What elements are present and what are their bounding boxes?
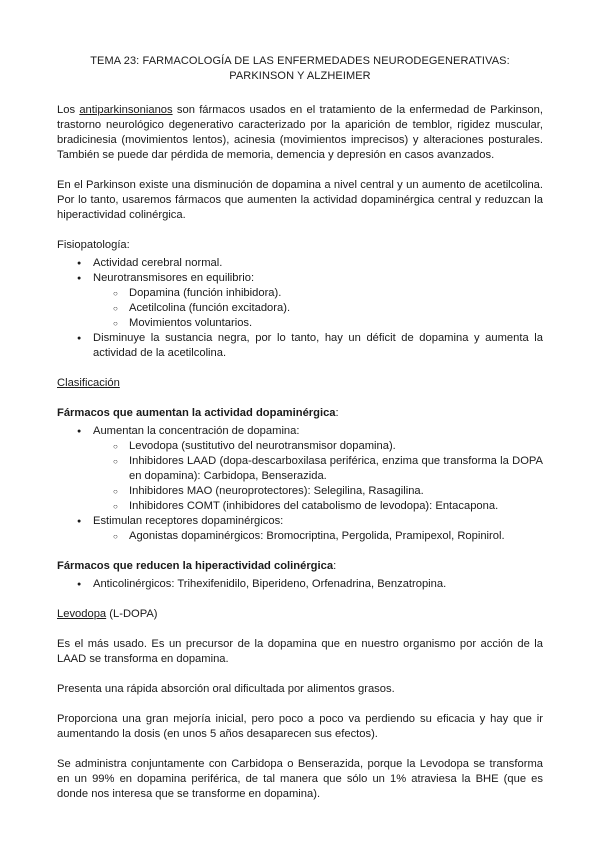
intro-paragraph — [57, 103, 543, 163]
levodopa-paragraph-4: Se administra conjuntamente con Carbidopa o Benserazida, porque la Levodopa se transforma en un 99% en dopamina periférica, de tal manera que sólo un 1% atraviesa la BHE (que es donde nos interesa que se transforme en dopamina). — [57, 758, 543, 800]
levodopa-label: Levodopa — [57, 608, 107, 620]
clasificacion-heading — [57, 376, 543, 391]
fisiopatologia-heading: Fisiopatología: — [57, 239, 130, 251]
intro-post: son fármacos usados en el tratamiento de la enfermedad de Parkinson, trastorno neurológico degenerativo caracterizado por la aparición de temblor, rigidez muscular, bradicinesia (movimientos lentos), acinesia (movimientos imprecisos) y alteraciones posturales. También se puede dar pérdida de memoria, demencia y depresión en casos avanzados. — [57, 104, 543, 161]
page-title: TEMA 23: FARMACOLOGÍA DE LAS ENFERMEDADES NEURODEGENERATIVAS: PARKINSON Y ALZHEIMER — [90, 55, 510, 82]
list-item: ● Anticolinérgicos: Trihexifenidilo, Biperideno, Orfenadrina, Benzatropina. — [57, 577, 543, 592]
intro-pre: Los — [57, 104, 80, 116]
sub-list-item: ○ Agonistas dopaminérgicos: Bromocriptina, Pergolida, Pramipexol, Ropinirol. — [57, 529, 543, 544]
list-item: ● Neurotransmisores en equilibrio: — [57, 271, 543, 286]
list-item: ● Estimulan receptores dopaminérgicos: — [57, 514, 543, 529]
list-item: ● Aumentan la concentración de dopamina: — [57, 424, 543, 439]
dopaminergic-list — [57, 424, 543, 544]
list-item: ● Actividad cerebral normal. — [57, 256, 543, 271]
dopaminergic-heading-text: Fármacos que aumentan la actividad dopaminérgica — [57, 407, 336, 419]
cholinergic-list — [57, 577, 543, 592]
parkinson-paragraph: En el Parkinson existe una disminución de dopamina a nivel central y un aumento de acetilcolina. Por lo tanto, usaremos fármacos que aumenten la actividad dopaminérgica central y reduzcan la hiperactividad colinérgica. — [57, 179, 543, 221]
levodopa-paragraph-3: Proporciona una gran mejoría inicial, pero poco a poco va perdiendo su eficacia y hay que ir aumentando la dosis (en unos 5 años desaparecen sus efectos). — [57, 713, 543, 740]
sub-list-item: ○ Dopamina (función inhibidora). — [57, 286, 543, 301]
sub-list-item: ○ Inhibidores LAAD (dopa-descarboxilasa periférica, enzima que transforma la DOPA en dopamina): Carbidopa, Benserazida. — [57, 454, 543, 484]
sub-list-item: ○ Inhibidores COMT (inhibidores del catabolismo de levodopa): Entacapona. — [57, 499, 543, 514]
clasificacion-label: Clasificación — [57, 377, 120, 389]
levodopa-paragraph-1: Es el más usado. Es un precursor de la dopamina que en nuestro organismo por acción de la LAAD se transforma en dopamina. — [57, 638, 543, 665]
sub-list-item: ○ Inhibidores MAO (neuroprotectores): Selegilina, Rasagilina. — [57, 484, 543, 499]
cholinergic-heading-text: Fármacos que reducen la hiperactividad colinérgica — [57, 560, 334, 572]
antiparkinsonianos-term: antiparkinsonianos — [79, 104, 173, 116]
sub-list-item: ○ Acetilcolina (función excitadora). — [57, 301, 543, 316]
sub-list-item: ○ Levodopa (sustitutivo del neurotransmisor dopamina). — [57, 439, 543, 454]
cholinergic-heading — [57, 559, 543, 574]
dopaminergic-heading-colon: : — [335, 407, 339, 419]
cholinergic-heading-colon: : — [333, 560, 337, 572]
levodopa-paragraph-2: Presenta una rápida absorción oral dificultada por alimentos grasos. — [57, 683, 395, 695]
list-item: ● Disminuye la sustancia negra, por lo tanto, hay un déficit de dopamina y aumenta la actividad de la acetilcolina. — [57, 331, 543, 361]
levodopa-suffix: (L-DOPA) — [106, 608, 158, 620]
fisiopatologia-list — [57, 256, 543, 361]
levodopa-heading — [57, 607, 543, 622]
sub-list-item: ○ Movimientos voluntarios. — [57, 316, 543, 331]
dopaminergic-heading — [57, 406, 543, 421]
